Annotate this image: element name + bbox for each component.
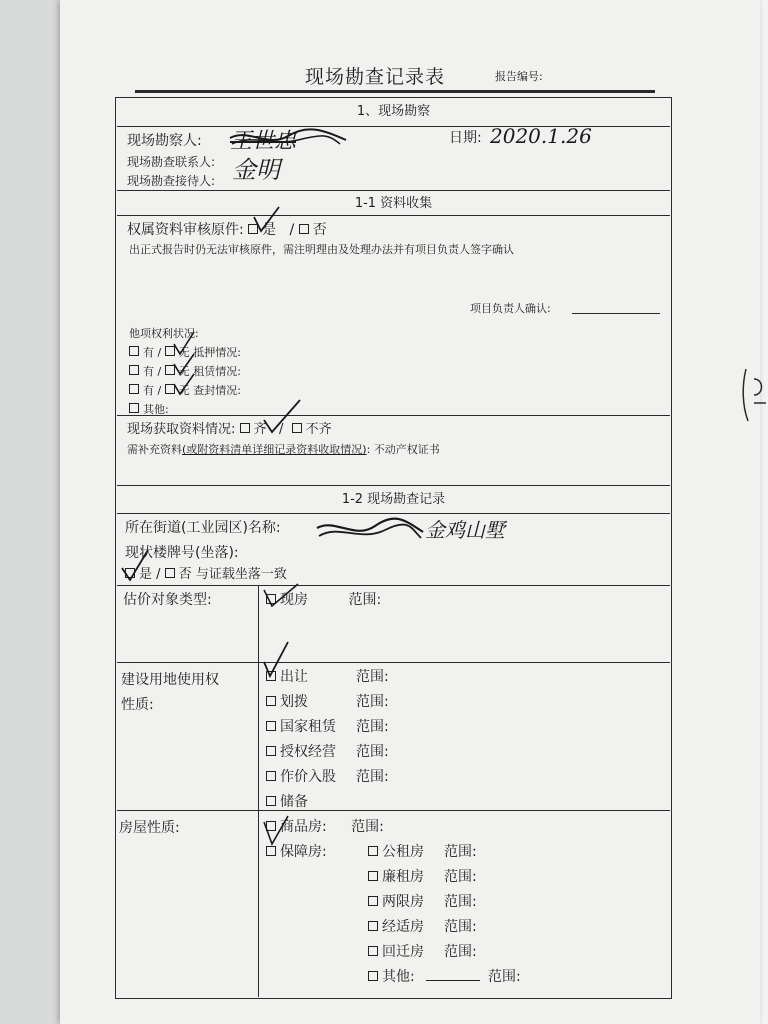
checkmark-icon (118, 548, 152, 582)
checkbox-complete[interactable] (240, 423, 250, 433)
incomplete-label: 不齐 (305, 422, 332, 437)
land-use-label: 授权经营 (280, 744, 336, 760)
checkbox-consistent-no[interactable] (165, 568, 175, 578)
section-1-2-header: 1-2 现场勘查记录 (341, 492, 446, 507)
affordable-option (368, 844, 477, 860)
scope-label: 范围: (356, 669, 389, 685)
checkmark-icon (262, 808, 292, 848)
checkbox-affordable-type[interactable] (368, 846, 378, 856)
checkbox-has[interactable] (129, 365, 139, 375)
seizure-label: 查封情况: (193, 384, 241, 397)
checkbox-affordable[interactable] (266, 846, 276, 856)
divider (117, 585, 670, 586)
slash: / (289, 222, 295, 238)
scope-label: 范围: (348, 592, 382, 608)
scribble-mark (228, 126, 348, 150)
affordable-option (368, 944, 477, 960)
review-original-row (127, 222, 327, 238)
checkbox-has[interactable] (129, 346, 139, 356)
affordable-type-label: 经适房 (382, 919, 424, 935)
checkbox-affordable-type[interactable] (368, 871, 378, 881)
checkmark-icon (262, 398, 302, 434)
section-1-1-header: 1-1 资料收集 (354, 196, 433, 211)
checkmark-icon (262, 640, 296, 678)
review-label: 权属资料审核原件: (127, 222, 244, 238)
consistent-yes-label: 是 (139, 567, 153, 582)
checkbox-other[interactable] (129, 403, 139, 413)
no-label: 否 (312, 222, 327, 238)
has-label: 有 (143, 365, 154, 378)
none-label: 无 (178, 346, 190, 359)
supplement-value: : 不动产权证书 (366, 443, 440, 456)
scope-label: 范围: (356, 719, 389, 735)
land-use-label: 作价入股 (280, 769, 336, 785)
checkbox-affordable-type[interactable] (368, 946, 378, 956)
affordable-option (368, 869, 477, 885)
checkbox-affordable-type[interactable] (368, 971, 378, 981)
document-title: 现场勘查记录表 (305, 66, 446, 88)
affordable-type-label: 回迁房 (382, 944, 424, 960)
scope-label: 范围: (444, 919, 477, 935)
affordable-label: 保障房: (280, 844, 327, 860)
land-use-label: 国家租赁 (280, 719, 336, 735)
land-use-label: 划拨 (280, 694, 308, 710)
divider (117, 215, 670, 216)
land-use-option (266, 744, 389, 760)
affordable-option (368, 894, 477, 910)
affordable-option (368, 969, 521, 985)
scope-label: 范围: (444, 894, 477, 910)
other-row (129, 402, 169, 418)
object-type-label: 估价对象类型: (123, 592, 212, 608)
land-use-option (266, 694, 389, 710)
land-use-option (266, 769, 389, 785)
other-fill-line[interactable] (426, 970, 480, 981)
column-divider (258, 585, 259, 997)
checkbox-land-use[interactable] (266, 771, 276, 781)
checkbox-affordable-type[interactable] (368, 921, 378, 931)
affordable-type-label: 廉租房 (382, 869, 424, 885)
scope-label: 范围: (488, 969, 521, 985)
consistency-row: 是 / 否 与证载坐落一致 (125, 567, 287, 583)
divider (117, 190, 670, 191)
inspector-label: 现场勘察人: (127, 133, 202, 149)
affordable-type-label: 其他: (382, 969, 415, 985)
divider (117, 485, 670, 486)
street-value: 金鸡山墅 (425, 518, 505, 542)
checkbox-land-use[interactable] (266, 721, 276, 731)
checkbox-has[interactable] (129, 384, 139, 394)
consistent-label: 与证载坐落一致 (195, 567, 287, 582)
report-number-label: 报告编号: (495, 70, 543, 83)
scope-label: 范围: (351, 819, 384, 835)
checkbox-land-use[interactable] (266, 796, 276, 806)
checkbox-land-use[interactable] (266, 696, 276, 706)
section-1-header: 1、现场勘察 (356, 104, 431, 119)
affordable-option (368, 919, 477, 935)
lease-row: 有 / 无 租赁情况: (129, 364, 241, 380)
signature-line (572, 313, 660, 314)
contact-label: 现场勘查联系人: (127, 155, 216, 169)
checkbox-land-use[interactable] (266, 746, 276, 756)
plate-label: 现状楼牌号(坐落): (125, 545, 239, 561)
divider (117, 513, 670, 514)
land-use-label-1: 建设用地使用权 (121, 672, 219, 688)
affordable-row (266, 844, 327, 860)
scope-label: 范围: (356, 769, 389, 785)
land-use-label-2: 性质: (121, 697, 154, 713)
redaction-scribble (315, 518, 425, 544)
land-use-option (266, 719, 389, 735)
supplement-row (127, 442, 440, 458)
house-nature-label: 房屋性质: (119, 820, 180, 836)
none-label: 无 (178, 384, 190, 397)
commercial-label: 商品房: (280, 819, 327, 835)
original-review-note: 出正式报告时仍无法审核原件，需注明理由及处理办法并有项目负责人签字确认 (129, 243, 514, 256)
scope-label: 范围: (444, 869, 477, 885)
scope-label: 范围: (444, 844, 477, 860)
checkmark-icon (172, 330, 212, 400)
checkbox-no[interactable] (299, 224, 309, 234)
date-label: 日期: (449, 130, 482, 146)
supplement-note: (或附资料清单详细记录资料收取情况) (182, 443, 367, 456)
inspector-name: 王世忠 (230, 129, 297, 154)
mortgage-label: 抵押情况: (193, 346, 241, 359)
affordable-type-label: 公租房 (382, 844, 424, 860)
checkmark-icon (262, 580, 302, 610)
obtain-row: 现场获取资料情况: 齐 / 不齐 (127, 422, 332, 437)
yes-label: 是 (262, 222, 277, 238)
affordable-type-label: 两限房 (382, 894, 424, 910)
complete-label: 齐 (253, 422, 267, 437)
has-label: 有 (143, 384, 154, 397)
scope-label: 范围: (356, 744, 389, 760)
existing-house-label: 现房 (280, 592, 308, 608)
receiver-label: 现场勘查接待人: (127, 174, 216, 188)
other-label: 其他: (143, 403, 169, 416)
consistent-no-label: 否 (178, 567, 192, 582)
divider (117, 810, 670, 811)
land-use-label: 出让 (280, 669, 308, 685)
scope-label: 范围: (356, 694, 389, 710)
receiver-value: 金明 (232, 156, 280, 184)
obtain-label: 现场获取资料情况: (127, 422, 236, 437)
none-label: 无 (178, 365, 190, 378)
supplement-label: 需补充资料 (127, 443, 182, 456)
checkmark-icon (252, 205, 282, 235)
land-use-label: 储备 (280, 794, 308, 810)
mortgage-row: 有 / 无 抵押情况: (129, 345, 241, 361)
seizure-row: 有 / 无 查封情况: (129, 383, 241, 399)
street-label: 所在街道(工业园区)名称: (125, 520, 281, 536)
has-label: 有 (143, 346, 154, 359)
divider (117, 662, 670, 663)
pen-mark (740, 365, 768, 425)
date-value: 2020.1.26 (490, 124, 592, 148)
checkbox-affordable-type[interactable] (368, 896, 378, 906)
pm-confirm-label: 项目负责人确认: (470, 302, 551, 315)
lease-label: 租赁情况: (193, 365, 241, 378)
other-rights-label: 他项权利状况: (129, 327, 199, 340)
title-underline (135, 90, 655, 93)
scope-label: 范围: (444, 944, 477, 960)
divider (117, 415, 670, 416)
